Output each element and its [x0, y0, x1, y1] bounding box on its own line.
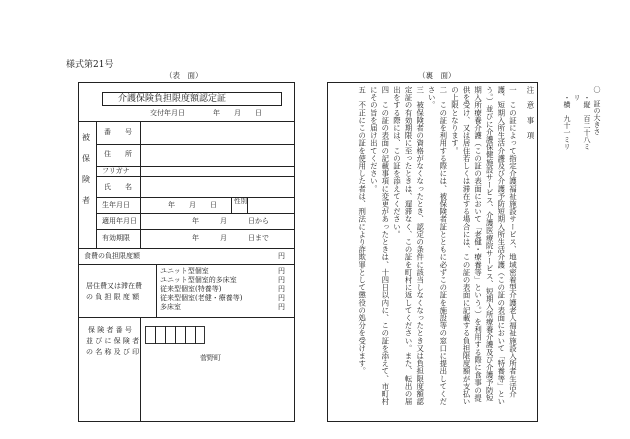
number-label: 番 号	[104, 128, 132, 136]
notes-title: 注 意 事 項	[526, 86, 535, 140]
expiry-value: 年 月 日まで	[192, 234, 269, 242]
table-rule	[140, 317, 141, 422]
birthdate-value: 年 月 日	[168, 201, 217, 209]
form-number: 様式第21号	[66, 60, 114, 70]
table-rule	[96, 176, 295, 177]
insurer-label: 保 険 者 番 号	[88, 326, 132, 334]
note-3: 三 被保険者の資格がなくなったとき、認定の条件に該当しなくなったとき又は負担限度額認定証の有効期限に至ったときは、遅滞なく、この証を町村に返してください。また、転出の届出をする際には、この証を添えてください。	[392, 86, 425, 406]
digit-divider	[175, 326, 176, 344]
insured-label-char: 者	[82, 196, 90, 205]
table-rule	[231, 197, 232, 213]
table-rule	[78, 264, 295, 265]
note-4: 四 この証の表面の記載事項に変更があったときは、十四日以内に、この証を添えて、市町村にその旨を届け出てください。	[369, 86, 390, 406]
note-5: 五 不正にこの証を使用した者は、刑法により詐欺罪として懲役の処分を受けます。	[357, 86, 367, 375]
certificate-title: 介護保険負担限度額認定証	[118, 94, 227, 104]
residence-row-name: 多床室	[160, 303, 181, 311]
issue-date: 交付年月日 年 月 日	[150, 109, 262, 117]
furigana-label: フリガナ	[102, 167, 130, 175]
residence-row-unit: 円	[278, 285, 285, 293]
residence-row-unit: 円	[278, 276, 285, 284]
table-rule	[96, 144, 295, 145]
meal-limit-label: 食費の負担限度額	[84, 252, 140, 260]
table-rule	[96, 197, 295, 198]
insurer-label: の 名 称 及 び 印	[86, 348, 140, 356]
insurer-label: 並 び に 保 険 者	[86, 337, 140, 345]
table-rule	[96, 229, 295, 230]
table-rule	[78, 248, 295, 249]
digit-divider	[195, 326, 196, 344]
insured-label-char: 険	[82, 175, 90, 184]
insured-label	[82, 127, 92, 211]
digit-divider	[165, 326, 166, 344]
name-label: 氏 名	[104, 183, 132, 191]
birthdate-label: 生年月日	[102, 201, 130, 209]
digit-divider	[185, 326, 186, 344]
residence-row-name: ユニット型個室	[160, 267, 209, 275]
residence-row-unit: 円	[278, 294, 285, 302]
table-rule	[78, 317, 295, 318]
size-note-horizontal: ・横 九十一ミリ	[563, 94, 571, 150]
start-date-label: 適用年月日	[102, 217, 137, 225]
note-2: 二 この証を利用する際には、被保険者証とともに必ずこの証を施設等の窓口に提出してください。	[427, 86, 448, 406]
residence-row-name: 従来型個室(老健・療養等)	[160, 294, 243, 302]
residence-row-unit: 円	[278, 267, 285, 275]
front-caption: （表 面）	[165, 71, 203, 80]
back-notes	[330, 86, 536, 416]
residence-row-unit: 円	[278, 303, 285, 311]
size-note-vertical: ・縦 百二十八ミリ	[573, 94, 591, 150]
meal-limit-unit: 円	[278, 252, 285, 260]
back-caption: （裏 面）	[418, 71, 456, 80]
residence-label: 居住費又は滞在費	[86, 282, 142, 290]
insured-label-char: 保	[82, 154, 90, 163]
residence-label: の 負 担 限 度 額	[86, 293, 140, 301]
address-label: 住 所	[104, 150, 132, 158]
insurer-name: 菅野町	[200, 354, 221, 362]
expiry-label: 有効期限	[102, 234, 130, 242]
size-note-title: 〇 証の大きさ	[593, 86, 601, 135]
sex-label: 性別	[234, 197, 247, 205]
size-note	[562, 86, 602, 156]
start-date-value: 年 月 日から	[192, 217, 269, 225]
insured-label-char: 被	[82, 133, 90, 142]
table-rule	[247, 197, 248, 213]
table-rule	[78, 121, 295, 122]
table-rule	[156, 264, 157, 317]
note-1: 一 この証によって指定介護福祉施設サービス、地域密着型介護老人福祉施設入所者生活介護、短期入所生活介護及び介護予防短期入所生活介護（この証の表面において「特養等」という。）並びに介護保健施設サービス、介護医療院サービス、短期入所療養介護及び介護予防短期入所療養介護（この証の表面において「老健・療養等」という。）を利用する際に食事の提供を受け、又は居住若しくは滞在する場合には、この証の表面に記載する負担限度額が支払いの上限となります。	[450, 86, 518, 406]
residence-row-name: ユニット型個室的多床室	[160, 276, 237, 284]
residence-row-name: 従来型個室(特養等)	[160, 285, 222, 293]
digit-divider	[155, 326, 156, 344]
table-rule	[96, 213, 295, 214]
